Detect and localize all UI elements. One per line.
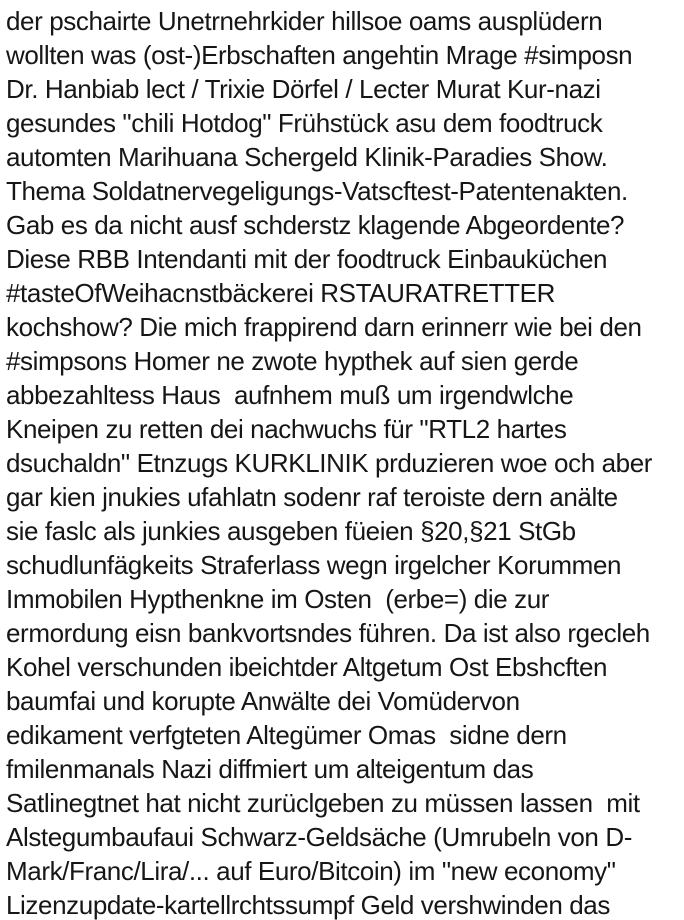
text-line: automten Marihuana Schergeld Klinik-Paradies Show.	[6, 142, 608, 172]
text-line: Alstegumbaufaui Schwarz-Geldsäche (Umrubeln von D-	[6, 822, 632, 852]
text-line: Kneipen zu retten dei nachwuchs für "RTL2 hartes	[6, 414, 567, 444]
text-line: fmilenmanals Nazi diffmiert um alteigentum das	[6, 754, 534, 784]
text-line: dsuchaldn" Etnzugs KURKLINIK prduzieren woe och aber	[6, 448, 653, 478]
text-line: gesundes "chili Hotdog" Frühstück asu dem foodtruck	[6, 108, 603, 138]
text-line: gar kien jnukies ufahlatn sodenr raf teroiste dern anälte	[6, 482, 618, 512]
text-line: Immobilen Hypthenkne im Osten (erbe=) die zur	[6, 584, 550, 614]
text-line: Mark/Franc/Lira/... auf Euro/Bitcoin) im "new economy"	[6, 856, 616, 886]
text-line: der pschairte Unetrnehrkider hillsoe oams ausplüdern	[6, 6, 603, 36]
text-line: Dr. Hanbiab lect / Trixie Dörfel / Lecter Murat Kur-nazi	[6, 74, 601, 104]
text-line: #tasteOfWeihacnstbäckerei RSTAURATRETTER	[6, 278, 555, 308]
text-line: Satlinegtnet hat nicht zurüclgeben zu müssen lassen mit	[6, 788, 640, 818]
text-line: wollten was (ost-)Erbschaften angehtin Mrage #simposn	[6, 40, 633, 70]
text-line: Diese RBB Intendanti mit der foodtruck Einbauküchen	[6, 244, 608, 274]
text-line: ermordung eisn bankvortsndes führen. Da ist also rgecleh	[6, 618, 650, 648]
text-line: sie faslc als junkies ausgeben füeien §20,§21 StGb	[6, 516, 576, 546]
text-line: abbezahltess Haus aufnhem muß um irgendwlche	[6, 380, 574, 410]
text-line: schudlunfägkeits Straferlass wegn irgelcher Korummen	[6, 550, 622, 580]
text-line: kochshow? Die mich frappirend darn erinnerr wie bei den	[6, 312, 642, 342]
text-body	[6, 4, 684, 920]
text-line: Kohel verschunden ibeichtder Altgetum Ost Ebshcften	[6, 652, 608, 682]
text-line: Lizenzupdate-kartellrchtssumpf Geld vershwinden das	[6, 890, 610, 920]
text-line: #simpsons Homer ne zwote hypthek auf sien gerde	[6, 346, 579, 376]
text-line: Gab es da nicht ausf schderstz klagende Abgeordente?	[6, 210, 625, 240]
text-line: baumfai und korupte Anwälte dei Vomüdervon	[6, 686, 520, 716]
text-line: Thema Soldatnervegeligungs-Vatscftest-Patentenakten.	[6, 176, 628, 206]
text-line: edikament verfgteten Altegümer Omas sidne dern	[6, 720, 567, 750]
